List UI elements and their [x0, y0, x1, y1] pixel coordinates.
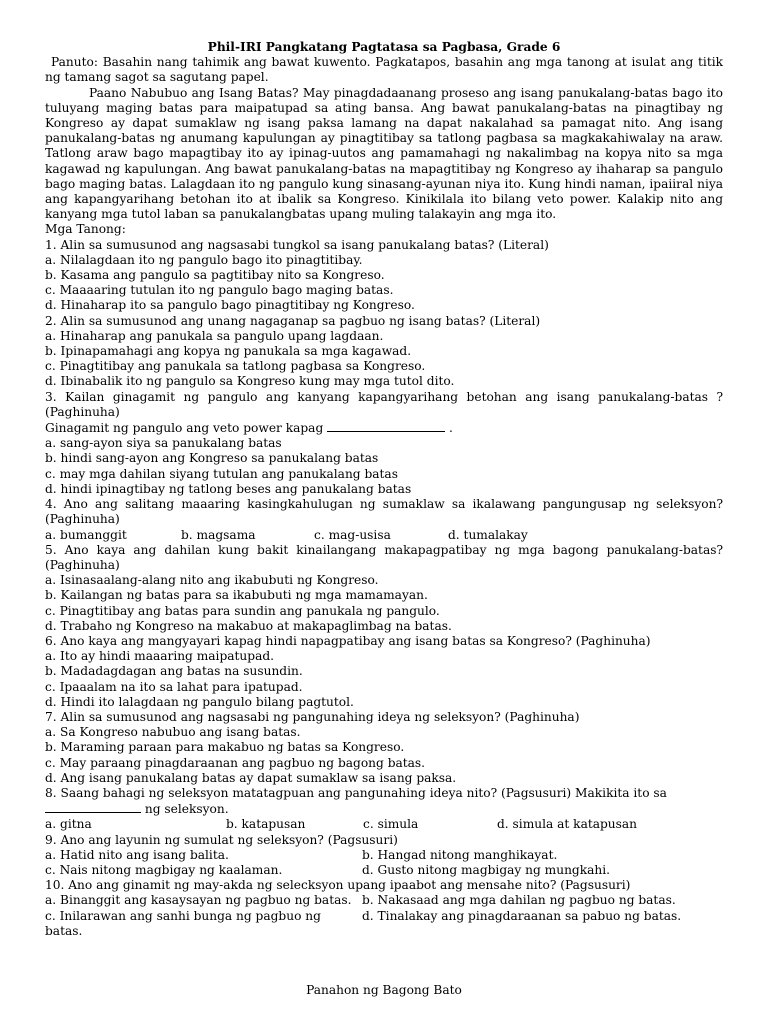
q10-option-c: c. Inilarawan ang sanhi bunga ng pagbuo ng batas. [45, 908, 321, 938]
q8-option-d: d. simula at katapusan [497, 817, 638, 832]
q2-option-a: a. Hinaharap ang panukala sa pangulo upang lagdaan. [45, 328, 384, 343]
question-6: 6. Ano kaya ang mangyayari kapag hindi napagpatibay ang isang batas sa Kongreso? (Paghinuha) [45, 633, 651, 648]
q8-answer-blank [45, 801, 141, 813]
q5-option-c: c. Pinagtitibay ang batas para sundin ang panukala ng pangulo. [45, 603, 440, 618]
question-1: 1. Alin sa sumusunod ang nagsasabi tungkol sa isang panukalang batas? (Literal) [45, 237, 549, 252]
question-3-prompt [45, 420, 723, 436]
question-2: 2. Alin sa sumusunod ang unang nagaganap sa pagbuo ng isang batas? (Literal) [45, 313, 541, 328]
q4-option-a: a. bumanggit [45, 527, 127, 542]
question-4: 4. Ano ang salitang maaaring kasingkahulugan ng sumaklaw sa ikalawang pangungusap ng seleksyon? (Paghinuha) [45, 497, 723, 527]
q8-prompt-end: ng seleksyon. [144, 802, 229, 817]
q4-option-b: b. magsama [181, 527, 256, 542]
q5-option-b: b. Kailangan ng batas para sa ikabubuti ng mga mamamayan. [45, 588, 428, 603]
q9-option-b: b. Hangad nitong manghikayat. [362, 847, 558, 862]
page-footer: Panahon ng Bagong Bato [306, 983, 462, 997]
q4-option-d: d. tumalakay [448, 527, 528, 542]
q9-options-row-2 [45, 863, 723, 878]
q3-prompt-text: Ginagamit ng pangulo ang veto power kapag [45, 421, 324, 436]
q9-options-row-1 [45, 848, 723, 863]
q3-prompt-end: . [449, 421, 453, 436]
q4-options [45, 528, 723, 543]
q6-option-c: c. Ipaaalam na ito sa lahat para ipatupad. [45, 679, 303, 694]
q10-option-b: b. Nakasaad ang mga dahilan ng pagbuo ng batas. [362, 893, 676, 908]
q7-option-b: b. Maraming paraan para makabuo ng batas sa Kongreso. [45, 740, 405, 755]
q4-option-c: c. mag-usisa [314, 527, 391, 542]
q10-options-row-2 [45, 909, 723, 939]
question-8: 8. Saang bahagi ng seleksyon matatagpuan ang pangunahing ideya nito? (Pagsusuri) Makikita ito sa [45, 785, 667, 800]
q6-option-b: b. Madadagdagan ang batas na susundin. [45, 664, 303, 679]
q1-option-c: c. Maaaaring tutulan ito ng pangulo bago maging batas. [45, 283, 394, 298]
q3-option-b: b. hindi sang-ayon ang Kongreso sa panukalang batas [45, 451, 379, 466]
q1-option-b: b. Kasama ang pangulo sa pagtitibay nito sa Kongreso. [45, 268, 385, 283]
q3-option-a: a. sang-ayon siya sa panukalang batas [45, 436, 282, 451]
question-10: 10. Ano ang ginamit ng may-akda ng selecksyon upang ipaabot ang mensahe nito? (Pagsusuri) [45, 878, 631, 893]
story-passage: Paano Nabubuo ang Isang Batas? May pinagdadaanang proseso ang isang panukalang-batas bago ito tuluyang maging batas para maipatupad sa ating bansa. Ang bawat panukalang-batas na pinagtibay ng Kongreso ay dapat sumaklaw ng isang paksa lamang na dapat nakalahad sa pamagat nito. Ang isang panukalang-batas ng anumang kapulungan ay pinagtitibay sa tatlong pagbasa sa magkakahiwalay na araw. Tatlong araw bago mapagtibay ito ay ipinag-uutos ang pamamahagi ng nakalimbag na kopya nito sa mga kagawad ng kapulungan. Ang bawat panukalang-batas na mapagtitibay ng Kongreso ay ihaharap sa pangulo bago maging batas. Lalagdaan ito ng pangulo kung sinasang-ayunan niya ito. Kung hindi naman, ipaiiral niya ang kapangyarihang betohan ito at ibalik sa Kongreso. Kinikilala ito bilang veto power. Kalakip nito ang kanyang mga tutol laban sa panukalangbatas upang muling talakayin ang mga ito. [45, 85, 723, 222]
q1-option-d: d. Hinaharap ito sa pangulo bago pinagtitibay ng Kongreso. [45, 298, 415, 313]
q2-option-b: b. Ipinapamahagi ang kopya ng panukala sa mga kagawad. [45, 344, 412, 359]
q3-option-d: d. hindi ipinagtibay ng tatlong beses ang panukalang batas [45, 481, 412, 496]
q9-option-d: d. Gusto nitong magbigay ng mungkahi. [362, 862, 611, 877]
question-5: 5. Ano kaya ang dahilan kung bakit kinailangang makapagpatibay ng mga bagong panukalang-batas? (Paghinuha) [45, 542, 723, 572]
question-9: 9. Ano ang layunin ng sumulat ng seleksyon? (Pagsusuri) [45, 832, 398, 847]
document-title: Phil-IRI Pangkatang Pagtatasa sa Pagbasa, Grade 6 [207, 40, 561, 54]
q5-option-a: a. Isinasaalang-alang nito ang ikabubuti ng Kongreso. [45, 573, 379, 588]
q9-option-c: c. Nais nitong magbigay ng kaalaman. [45, 862, 283, 877]
q2-option-c: c. Pinagtitibay ang panukala sa tatlong pagbasa sa Kongreso. [45, 359, 426, 374]
question-7: 7. Alin sa sumusunod ang nagsasabi ng pangunahing ideya ng seleksyon? (Paghinuha) [45, 709, 580, 724]
question-3: 3. Kailan ginagamit ng pangulo ang kanyang kapangyarihang betohan ang isang panukalang-batas ? (Paghinuha) [45, 389, 723, 419]
q7-option-d: d. Ang isang panukalang batas ay dapat sumaklaw sa isang paksa. [45, 770, 457, 785]
document-content [45, 40, 723, 939]
q2-option-d: d. Ibinabalik ito ng pangulo sa Kongreso kung may mga tutol dito. [45, 374, 455, 389]
q10-options-row-1 [45, 893, 723, 908]
q8-options [45, 817, 723, 832]
q9-option-a: a. Hatid nito ang isang balita. [45, 847, 229, 862]
instructions: Panuto: Basahin nang tahimik ang bawat kuwento. Pagkatapos, basahin ang mga tanong at isulat ang titik ng tamang sagot sa sagutang papel. [45, 55, 723, 85]
q7-option-c: c. May paraang pinagdaraanan ang pagbuo ng bagong batas. [45, 755, 426, 770]
q10-option-a: a. Binanggit ang kasaysayan ng pagbuo ng batas. [45, 893, 352, 908]
questions-label: Mga Tanong: [45, 222, 126, 237]
q6-option-d: d. Hindi ito lalagdaan ng pangulo bilang pagtutol. [45, 694, 354, 709]
q1-option-a: a. Nilalagdaan ito ng pangulo bago ito pinagtitibay. [45, 252, 363, 267]
q8-option-c: c. simula [363, 817, 419, 832]
q6-option-a: a. Ito ay hindi maaaring maipatupad. [45, 649, 275, 664]
q8-option-a: a. gitna [45, 817, 92, 832]
question-8-prompt [45, 801, 723, 817]
q8-option-b: b. katapusan [226, 817, 306, 832]
q5-option-d: d. Trabaho ng Kongreso na makabuo at makapaglimbag na batas. [45, 618, 452, 633]
q10-option-d: d. Tinalakay ang pinagdaraanan sa pabuo ng batas. [362, 908, 682, 923]
q3-answer-blank [327, 420, 445, 432]
q3-option-c: c. may mga dahilan siyang tutulan ang panukalang batas [45, 466, 398, 481]
q7-option-a: a. Sa Kongreso nabubuo ang isang batas. [45, 725, 301, 740]
